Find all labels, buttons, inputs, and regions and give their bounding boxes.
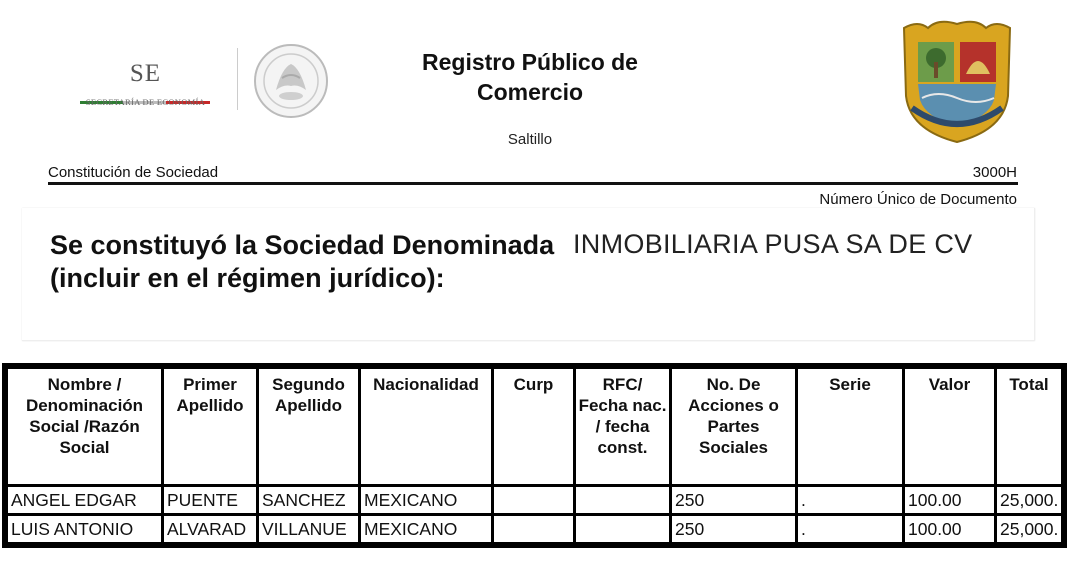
cell-text: ALVARAD [167, 518, 247, 539]
cell-first-surname [164, 487, 256, 513]
header-shares: No. De Acciones o Partes Sociales [672, 369, 795, 484]
header-rule [48, 182, 1018, 185]
header-series: Serie [798, 369, 902, 484]
se-logo-subtitle: SECRETARÍA DE ECONOMÍA [85, 97, 206, 107]
registry-title [380, 47, 680, 107]
cell-series [798, 516, 902, 542]
cell-total [997, 516, 1061, 542]
cell-name [8, 516, 161, 542]
cell-value [905, 516, 994, 542]
header-curp: Curp [494, 369, 573, 484]
cell-rfc [576, 516, 669, 542]
cell-name [8, 487, 161, 513]
statement-label: Se constituyó la Sociedad Denominada (incluir en el régimen jurídico): [50, 230, 555, 293]
header-total: Total [997, 369, 1061, 484]
cell-series [798, 487, 902, 513]
se-logo-letters: SE [129, 60, 162, 87]
table-header-row [8, 369, 1061, 484]
cell-curp [494, 487, 573, 513]
se-logo-tricolor-bar [80, 91, 211, 94]
cell-text: LUIS ANTONIO [11, 518, 134, 539]
cell-total [997, 487, 1061, 513]
cell-text: . [801, 489, 806, 510]
cell-text: PUENTE [167, 489, 238, 510]
document-number-label: Número Único de Documento [819, 191, 1017, 208]
registry-title-line2: Comercio [476, 79, 584, 105]
table-row [8, 516, 1061, 542]
header-rfc: RFC/ Fecha nac. / fecha const. [576, 369, 669, 484]
cell-text: 25,000. [1000, 489, 1059, 510]
cell-nationality [361, 516, 491, 542]
document-type: Constitución de Sociedad [48, 164, 219, 181]
cell-text: 100.00 [908, 489, 962, 510]
national-seal-icon [252, 42, 330, 120]
cell-text: VILLANUE [262, 518, 347, 539]
cell-text: ANGEL EDGAR [11, 489, 137, 510]
cell-text: 100.00 [908, 518, 962, 539]
cell-second-surname [259, 516, 358, 542]
shareholders-table [2, 363, 1067, 548]
cell-value [905, 487, 994, 513]
cell-text: MEXICANO [364, 518, 458, 539]
cell-second-surname [259, 487, 358, 513]
cell-text: 250 [675, 518, 705, 539]
logo-divider [237, 48, 238, 110]
city-label: Saltillo [507, 131, 553, 148]
header-name: Nombre / Denominación Social /Razón Social [8, 369, 161, 484]
cell-first-surname [164, 516, 256, 542]
cell-nationality [361, 487, 491, 513]
header-second-surname: Segundo Apellido [259, 369, 358, 484]
company-name: INMOBILIARIA PUSA SA DE CV [573, 229, 973, 259]
cell-shares [672, 487, 795, 513]
cell-text: SANCHEZ [262, 489, 346, 510]
cell-text: . [801, 518, 806, 539]
cell-rfc [576, 487, 669, 513]
cell-text: 250 [675, 489, 705, 510]
cell-shares [672, 516, 795, 542]
cell-text: MEXICANO [364, 489, 458, 510]
table-row [8, 487, 1061, 513]
header-value: Valor [905, 369, 994, 484]
document-code: 3000H [972, 164, 1017, 181]
cell-curp [494, 516, 573, 542]
registry-title-line1: Registro Público de [422, 49, 638, 75]
cell-text: 25,000. [1000, 518, 1059, 539]
state-coat-of-arms-icon [898, 18, 1016, 146]
header-first-surname: Primer Apellido [164, 369, 256, 484]
header-nationality: Nacionalidad [361, 369, 491, 484]
